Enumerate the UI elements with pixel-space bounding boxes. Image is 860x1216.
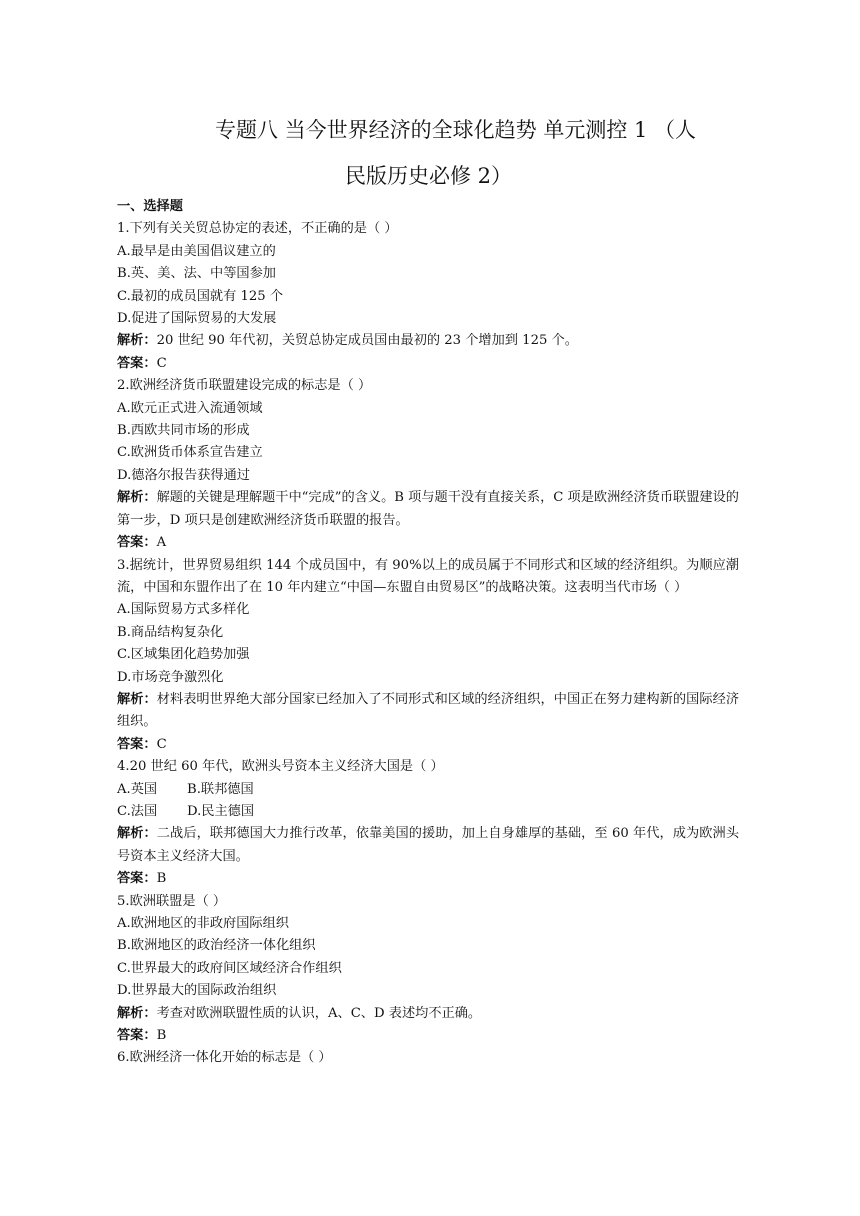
answer-label: 答案： bbox=[117, 535, 157, 551]
answer bbox=[117, 868, 739, 890]
option: A.最早是由美国倡议建立的 bbox=[117, 243, 276, 259]
answer-label: 答案： bbox=[117, 1028, 157, 1044]
option: D.促进了国际贸易的大发展 bbox=[117, 311, 277, 327]
option: B.联邦德国 bbox=[187, 781, 254, 797]
question-stem: 4.20 世纪 60 年代，欧洲头号资本主义经济大国是（ ） bbox=[117, 759, 444, 775]
option: C.区域集团化趋势加强 bbox=[117, 647, 250, 663]
answer-value: B bbox=[156, 1028, 167, 1044]
answer bbox=[117, 353, 739, 375]
option: A.欧洲地区的非政府国际组织 bbox=[117, 916, 289, 931]
question-stem: 6.欧洲经济一体化开始的标志是（ ） bbox=[117, 1050, 332, 1066]
option: C.欧洲货币体系宣告建立 bbox=[117, 445, 263, 461]
answer-label: 答案： bbox=[117, 871, 157, 887]
option: C.法国 bbox=[117, 803, 158, 819]
analysis-text: 材料表明世界绝大部分国家已经加入了不同形式和区域的经济组织，中国正在努力建构新的国际经济组织。 bbox=[117, 691, 740, 730]
option: B.商品结构复杂化 bbox=[117, 624, 224, 640]
option: D.德洛尔报告获得通过 bbox=[117, 467, 250, 483]
answer bbox=[117, 1025, 739, 1047]
answer-value: A bbox=[156, 535, 167, 551]
option: B.欧洲地区的政治经济一体化组织 bbox=[117, 938, 316, 954]
answer bbox=[117, 734, 739, 756]
answer-label: 答案： bbox=[117, 355, 157, 371]
option: D.市场竞争激烈化 bbox=[117, 669, 224, 685]
option: C.最初的成员国就有 125 个 bbox=[117, 288, 284, 304]
question-stem: 2.欧洲经济货币联盟建设完成的标志是（ ） bbox=[117, 378, 372, 394]
analysis-label: 解析： bbox=[117, 490, 157, 506]
analysis-text: 考查对欧洲联盟性质的认识，A、C、D 表述均不正确。 bbox=[156, 1005, 482, 1021]
option: C.世界最大的政府间区域经济合作组织 bbox=[117, 960, 342, 976]
document-title-line-2: 民版历史必修 2） bbox=[345, 164, 513, 188]
analysis bbox=[117, 689, 739, 734]
option: B.西欧共同市场的形成 bbox=[117, 423, 250, 439]
analysis-label: 解析： bbox=[117, 1005, 157, 1021]
analysis bbox=[117, 487, 739, 532]
option: D.世界最大的国际政治组织 bbox=[117, 983, 277, 999]
question-stem: 3.据统计，世界贸易组织 144 个成员国中，有 90%以上的成员属于不同形式和区域的经济组织。为顺应潮流，中国和东盟作出了在 10 年内建立“中国—东盟自由贸易区”的战略决策。这表明当代市场（ ） bbox=[117, 557, 739, 595]
option-row bbox=[117, 801, 739, 823]
analysis-text: 二战后，联邦德国大力推行改革，依靠美国的援助，加上自身雄厚的基础，至 60 年代，成为欧洲头号资本主义经济大国。 bbox=[117, 826, 740, 864]
answer-value: C bbox=[156, 355, 167, 371]
analysis-text: 20 世纪 90 年代初，关贸总协定成员国由最初的 23 个增加到 125 个。 bbox=[156, 333, 578, 349]
analysis bbox=[117, 823, 739, 868]
question-stem: 5.欧洲联盟是（ ） bbox=[117, 893, 227, 909]
option: A.英国 bbox=[117, 781, 158, 797]
option: B.英、美、法、中等国参加 bbox=[117, 266, 276, 282]
analysis-label: 解析： bbox=[117, 691, 157, 707]
section-heading: 一、选择题 bbox=[117, 199, 183, 214]
option: A.欧元正式进入流通领域 bbox=[117, 400, 263, 416]
answer-value: C bbox=[156, 736, 167, 752]
option-row bbox=[117, 779, 739, 801]
option: D.民主德国 bbox=[187, 803, 255, 819]
analysis bbox=[117, 330, 739, 352]
answer bbox=[117, 532, 739, 554]
question-stem: 1.下列有关关贸总协定的表述，不正确的是（ ） bbox=[117, 221, 398, 237]
answer-value: B bbox=[156, 871, 167, 887]
analysis bbox=[117, 1003, 739, 1025]
document-title-line-1: 专题八 当今世界经济的全球化趋势 单元测控 1 （人 bbox=[215, 118, 697, 142]
document-body bbox=[117, 196, 739, 1070]
analysis-label: 解析： bbox=[117, 826, 157, 842]
analysis-label: 解析： bbox=[117, 333, 157, 349]
option: A.国际贸易方式多样化 bbox=[117, 602, 250, 618]
answer-label: 答案： bbox=[117, 736, 157, 752]
analysis-text: 解题的关键是理解题干中“完成”的含义。B 项与题干没有直接关系，C 项是欧洲经济货币联盟建设的第一步，D 项只是创建欧洲经济货币联盟的报告。 bbox=[117, 490, 739, 528]
